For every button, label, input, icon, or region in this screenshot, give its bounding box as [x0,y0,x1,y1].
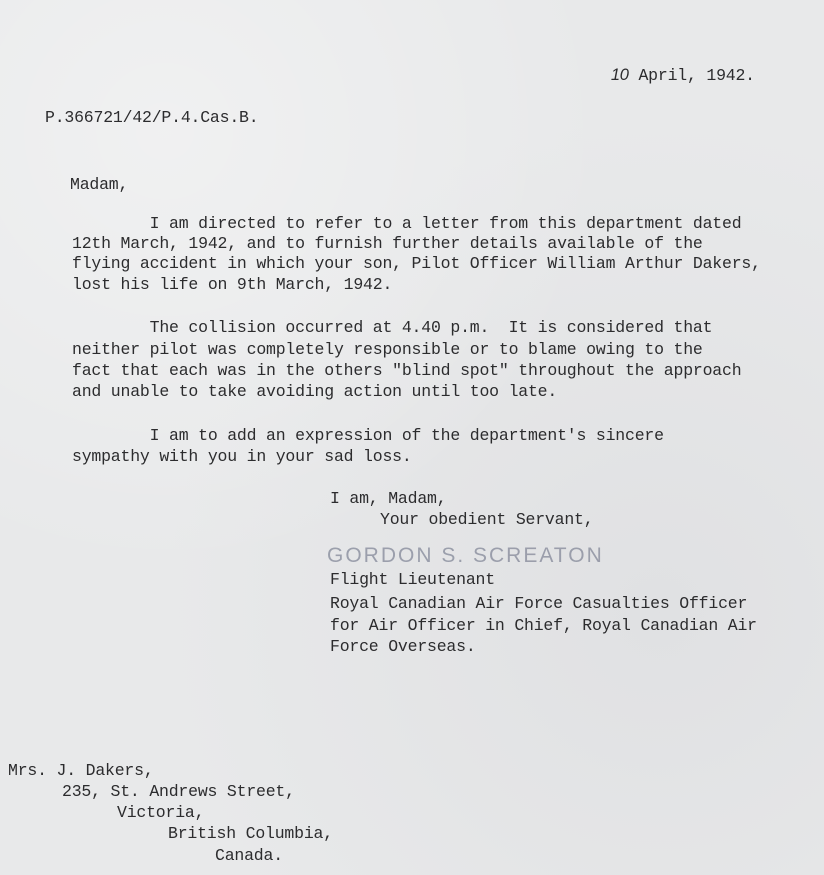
salutation: Madam, [70,175,129,194]
closing-line-2: Your obedient Servant, [380,510,594,529]
paragraph-2-line: neither pilot was completely responsible or to blame owing to the [72,340,703,359]
date-text: April, 1942. [628,65,755,85]
paragraph-2-line: The collision occurred at 4.40 p.m. It is considered that [72,318,713,337]
signatory-title: Royal Canadian Air Force Casualties Officer [330,594,748,613]
recipient-name: Mrs. J. Dakers, [8,761,154,780]
paragraph-2-line: and unable to take avoiding action until too late. [72,382,558,401]
paragraph-1-line: 12th March, 1942, and to furnish further details available of the [72,234,703,253]
paragraph-1-line: flying accident in which your son, Pilot Officer William Arthur Dakers, [72,254,761,273]
recipient-address-line: Canada. [215,846,283,865]
letter-date [572,50,755,101]
reference-number: P.366721/42/P.4.Cas.B. [45,108,259,127]
recipient-address-line: Victoria, [117,803,205,822]
signature-stamp: GORDON S. SCREATON [327,544,604,567]
paragraph-3-line: sympathy with you in your sad loss. [72,447,412,466]
paragraph-1-line: I am directed to refer to a letter from this department dated [72,214,742,233]
recipient-address-line: British Columbia, [168,824,333,843]
paragraph-2-line: fact that each was in the others "blind spot" throughout the approach [72,361,742,380]
paragraph-3-line: I am to add an expression of the department's sincere [72,426,664,445]
recipient-address-line: 235, St. Andrews Street, [62,782,295,801]
closing-line-1: I am, Madam, [330,489,447,508]
signatory-rank: Flight Lieutenant [330,570,495,589]
date-day-handwritten: 10 [610,65,629,84]
signatory-title: Force Overseas. [330,637,476,656]
paragraph-1-line: lost his life on 9th March, 1942. [72,275,393,294]
signatory-title: for Air Officer in Chief, Royal Canadian Air [330,616,757,635]
